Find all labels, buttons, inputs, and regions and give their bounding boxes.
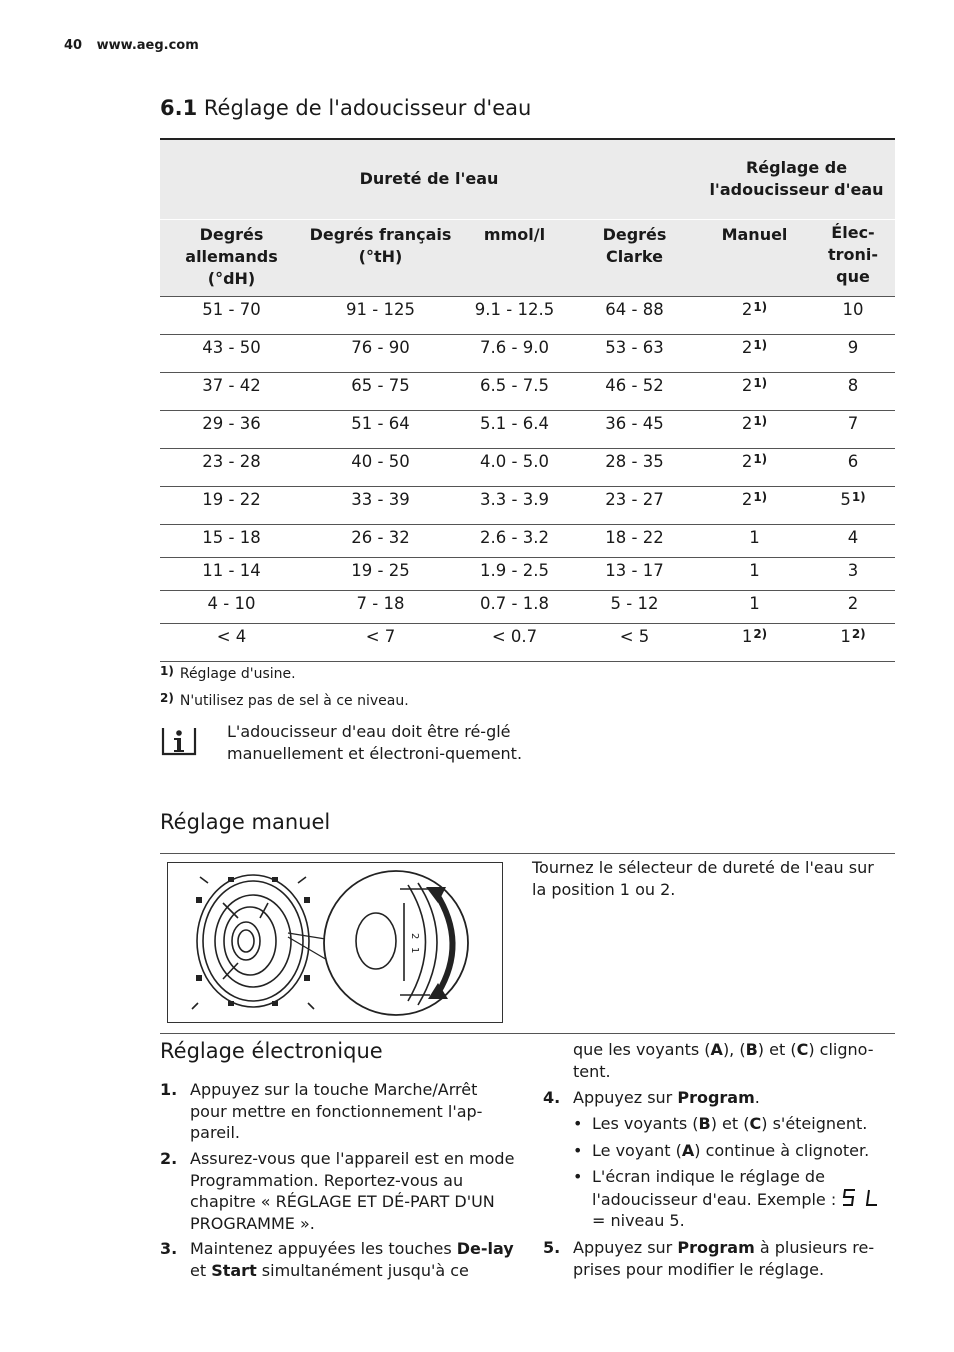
program-key: Program [677, 1088, 755, 1107]
program-key: Program [677, 1238, 755, 1257]
bullet-dot: • [573, 1114, 583, 1133]
footnote-1 [160, 664, 296, 682]
setting-value: 2 [741, 413, 753, 433]
step-number: 4. [543, 1088, 561, 1107]
cell-clarke-degrees: 64 - 88 [571, 296, 698, 334]
cell-clarke-degrees: 28 - 35 [571, 448, 698, 486]
page-number: 40 [64, 38, 83, 53]
cell-electronic [811, 410, 895, 448]
cell-german-degrees: 19 - 22 [160, 486, 303, 524]
step-5 [543, 1237, 895, 1280]
cell-electronic [811, 296, 895, 334]
footnote-ref: 1) [753, 489, 768, 504]
cell-french-degrees: 51 - 64 [303, 410, 458, 448]
setting-value: 4 [847, 527, 859, 547]
setting-value: 1 [741, 626, 753, 646]
cell-electronic [811, 623, 895, 661]
cell-manual [698, 590, 811, 623]
divider [160, 1033, 895, 1034]
cell-french-degrees: 40 - 50 [303, 448, 458, 486]
header-german-degrees: Degrés allemands (°dH) [160, 219, 303, 296]
cell-mmol: 1.9 - 2.5 [458, 557, 571, 590]
cell-mmol: 5.1 - 6.4 [458, 410, 571, 448]
bullet-1: • Les voyants (B) et (C) s'éteignent. [573, 1114, 868, 1133]
cell-electronic [811, 334, 895, 372]
footnote-ref: 1) [753, 375, 768, 390]
cell-clarke-degrees: 53 - 63 [571, 334, 698, 372]
cell-clarke-degrees: 18 - 22 [571, 524, 698, 557]
step-number: 2. [160, 1149, 178, 1168]
step-3 [160, 1238, 516, 1281]
header-french-degrees: Degrés français (°tH) [303, 219, 458, 296]
seven-segment-display-icon [841, 1188, 879, 1208]
electronic-setting-title: Réglage électronique [160, 1039, 383, 1063]
cell-electronic [811, 590, 895, 623]
cell-manual [698, 372, 811, 410]
setting-value: 2 [741, 337, 753, 357]
cell-manual [698, 623, 811, 661]
cell-french-degrees: 65 - 75 [303, 372, 458, 410]
step-text: que les voyants (A), (B) et (C) cligno-tent. [573, 1040, 874, 1081]
setting-value: 1 [840, 626, 851, 646]
footnote-text: N'utilisez pas de sel à ce niveau. [179, 693, 409, 709]
cell-french-degrees: 19 - 25 [303, 557, 458, 590]
table-row [160, 410, 895, 448]
cell-manual [698, 557, 811, 590]
bullet-dot: • [573, 1167, 583, 1186]
footnote-mark: 2) [160, 691, 174, 705]
cell-manual [698, 448, 811, 486]
cell-mmol: < 0.7 [458, 623, 571, 661]
step-number: 1. [160, 1080, 178, 1099]
cell-electronic [811, 448, 895, 486]
step-3-continued [543, 1039, 895, 1082]
footnote-ref: 2) [851, 626, 866, 641]
cell-electronic [811, 524, 895, 557]
header-electronic: Élec-troni-que [811, 219, 895, 296]
bullet-dot: • [573, 1141, 583, 1160]
setting-value: 2 [847, 593, 859, 613]
dial-label-1: 1 [409, 947, 420, 954]
cell-clarke-degrees: 36 - 45 [571, 410, 698, 448]
cell-manual [698, 524, 811, 557]
info-icon [160, 722, 198, 760]
setting-value: 1 [749, 560, 760, 580]
setting-value: 1 [749, 593, 760, 613]
manual-setting-title: Réglage manuel [160, 810, 331, 834]
header-mmol: mmol/l [458, 219, 571, 296]
cell-french-degrees: 91 - 125 [303, 296, 458, 334]
step-text: Appuyez sur Program. [573, 1088, 760, 1107]
cell-mmol: 3.3 - 3.9 [458, 486, 571, 524]
cell-german-degrees: 11 - 14 [160, 557, 303, 590]
cell-german-degrees: 4 - 10 [160, 590, 303, 623]
cell-electronic [811, 557, 895, 590]
setting-value: 2 [741, 299, 753, 319]
step-4 [543, 1087, 895, 1109]
dial-label-2: 2 [409, 933, 420, 940]
footnote-mark: 1) [160, 664, 174, 678]
site-url[interactable]: www.aeg.com [96, 38, 199, 53]
cell-electronic [811, 486, 895, 524]
cell-mmol: 4.0 - 5.0 [458, 448, 571, 486]
table-row [160, 590, 895, 623]
header-manual: Manuel [698, 219, 811, 296]
table-row [160, 448, 895, 486]
water-hardness-dial-icon [168, 863, 502, 1022]
cell-manual [698, 296, 811, 334]
cell-french-degrees: 7 - 18 [303, 590, 458, 623]
table-row [160, 296, 895, 334]
step-text: Assurez-vous que l'appareil est en mode Programmation. Reportez-vous au chapitre « RÉGLAGE ET DÉ-PART D'UN PROGRAMME ». [190, 1149, 515, 1233]
cell-german-degrees: 15 - 18 [160, 524, 303, 557]
table-row [160, 524, 895, 557]
table-row [160, 623, 895, 661]
cell-clarke-degrees: 46 - 52 [571, 372, 698, 410]
dial-illustration [167, 862, 503, 1023]
cell-mmol: 9.1 - 12.5 [458, 296, 571, 334]
info-note: L'adoucisseur d'eau doit être ré-glé manuellement et électroni-quement. [227, 722, 523, 763]
step-number: 3. [160, 1239, 178, 1258]
cell-french-degrees: 33 - 39 [303, 486, 458, 524]
setting-value: 8 [847, 375, 859, 395]
cell-mmol: 7.6 - 9.0 [458, 334, 571, 372]
table-row [160, 557, 895, 590]
setting-value: 6 [847, 451, 859, 471]
bullet-2: • Le voyant (A) continue à clignoter. [573, 1141, 870, 1160]
cell-mmol: 2.6 - 3.2 [458, 524, 571, 557]
table-row [160, 334, 895, 372]
setting-value: 7 [847, 413, 859, 433]
step-2 [160, 1148, 516, 1234]
step-text: Maintenez appuyées les touches De-lay et Start simultanément jusqu'à ce [190, 1239, 514, 1280]
cell-clarke-degrees: 23 - 27 [571, 486, 698, 524]
cell-french-degrees: 76 - 90 [303, 334, 458, 372]
footnote-text: Réglage d'usine. [179, 666, 296, 682]
footnote-ref: 1) [851, 489, 866, 504]
step-1 [160, 1079, 516, 1144]
footnote-ref: 2) [753, 626, 768, 641]
cell-manual [698, 486, 811, 524]
cell-manual [698, 410, 811, 448]
cell-mmol: 0.7 - 1.8 [458, 590, 571, 623]
header-softener-setting: Réglage de l'adoucisseur d'eau [698, 139, 895, 219]
header-clarke-degrees: Degrés Clarke [571, 219, 698, 296]
header-water-hardness: Dureté de l'eau [160, 139, 698, 219]
cell-clarke-degrees: 13 - 17 [571, 557, 698, 590]
cell-french-degrees: < 7 [303, 623, 458, 661]
cell-clarke-degrees: < 5 [571, 623, 698, 661]
page-header [64, 38, 199, 53]
section-title [160, 96, 531, 120]
setting-value: 2 [741, 375, 753, 395]
footnote-ref: 1) [753, 451, 768, 466]
divider [160, 853, 895, 854]
cell-mmol: 6.5 - 7.5 [458, 372, 571, 410]
delay-key: De-lay [456, 1239, 514, 1258]
cell-german-degrees: 37 - 42 [160, 372, 303, 410]
footnote-ref: 1) [753, 299, 768, 314]
setting-value: 1 [749, 527, 760, 547]
setting-value: 2 [741, 451, 753, 471]
cell-clarke-degrees: 5 - 12 [571, 590, 698, 623]
table-row [160, 486, 895, 524]
manual-instruction: Tournez le sélecteur de dureté de l'eau sur la position 1 ou 2. [532, 858, 874, 899]
table-row [160, 372, 895, 410]
setting-value: 2 [741, 489, 753, 509]
setting-value: 9 [847, 337, 859, 357]
setting-value: 3 [847, 560, 859, 580]
cell-electronic [811, 372, 895, 410]
footnote-ref: 1) [753, 337, 768, 352]
setting-value: 5 [840, 489, 851, 509]
cell-german-degrees: 51 - 70 [160, 296, 303, 334]
cell-german-degrees: 43 - 50 [160, 334, 303, 372]
cell-german-degrees: < 4 [160, 623, 303, 661]
footnote-ref: 1) [753, 413, 768, 428]
start-key: Start [211, 1260, 257, 1280]
cell-french-degrees: 26 - 32 [303, 524, 458, 557]
section-number: 6.1 [160, 96, 198, 120]
footnote-2 [160, 691, 409, 709]
step-text: Appuyez sur Program à plusieurs re-prises pour modifier le réglage. [573, 1238, 875, 1279]
setting-value: 10 [842, 299, 864, 319]
section-title-text: Réglage de l'adoucisseur d'eau [203, 96, 532, 120]
cell-german-degrees: 29 - 36 [160, 410, 303, 448]
step-text: Appuyez sur la touche Marche/Arrêt pour mettre en fonctionnement l'ap-pareil. [190, 1080, 483, 1142]
water-hardness-table [160, 138, 895, 662]
bullet-3: • L'écran indique le réglage de l'adoucisseur d'eau. Exemple : = niveau 5. [573, 1166, 895, 1232]
step-number: 5. [543, 1238, 561, 1257]
cell-german-degrees: 23 - 28 [160, 448, 303, 486]
cell-manual [698, 334, 811, 372]
